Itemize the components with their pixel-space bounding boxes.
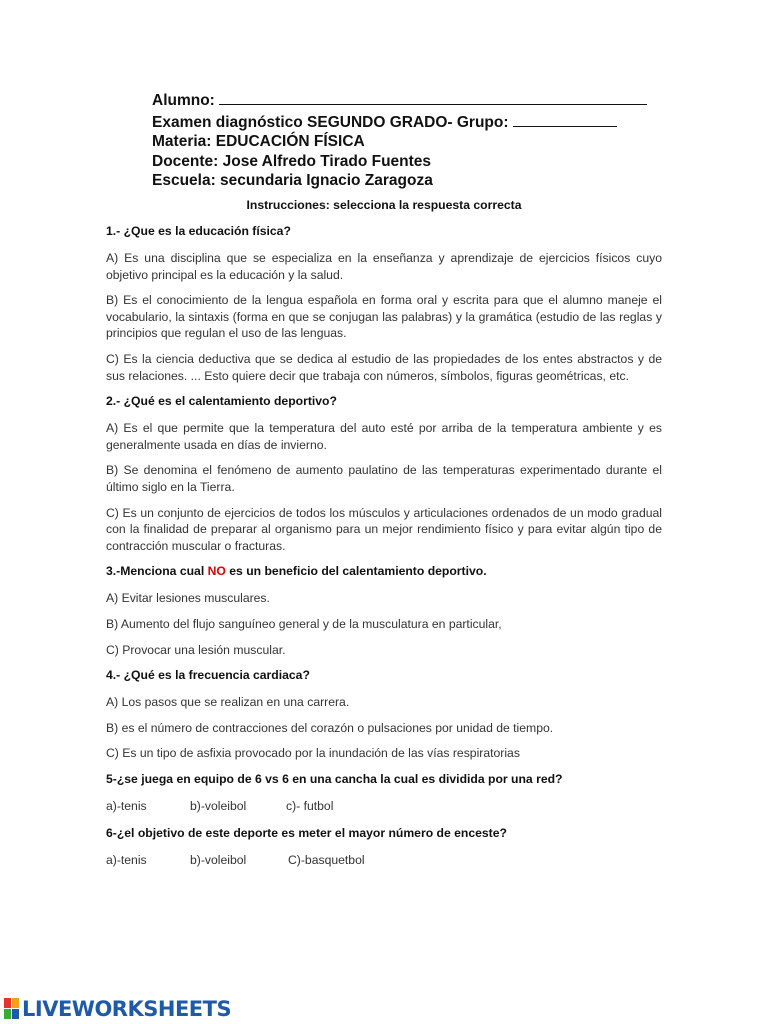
docente-line: Docente: Jose Alfredo Tirado Fuentes <box>152 152 432 170</box>
escuela-line: Escuela: secundaria Ignacio Zaragoza <box>152 172 433 190</box>
q5-option-a[interactable]: a)-tenis <box>106 798 147 813</box>
q1-option-a[interactable]: A) Es una disciplina que se especializa en la enseñanza y aprendizaje de ejercicios físicos cuyo objetivo principal es la educación y la salud. <box>106 251 662 282</box>
q6-option-c[interactable]: C)-basquetbol <box>288 852 365 867</box>
liveworksheets-logo-text: LIVEWORKSHEETS <box>22 997 232 1021</box>
question-3-no: NO <box>207 564 226 579</box>
q1-option-b[interactable]: B) Es el conocimiento de la lengua española en forma oral y escrita para que el alumno maneje el vocabulario, la sintaxis (forma en que se conjugan las palabras) y la gramática (estudio de las reglas y principios que regulan el uso de las lenguas. <box>106 293 662 341</box>
q4-option-c[interactable]: C) Es un tipo de asfixia provocado por la inundación de las vías respiratorias <box>106 746 520 761</box>
alumno-blank[interactable] <box>219 89 647 105</box>
q3-option-b[interactable]: B) Aumento del flujo sanguíneo general y de la musculatura en particular, <box>106 616 502 631</box>
q6-options <box>106 852 662 868</box>
q5-option-c[interactable]: c)- futbol <box>286 798 334 813</box>
alumno-line <box>152 89 647 111</box>
examen-line <box>152 111 647 133</box>
question-5: 5-¿se juega en equipo de 6 vs 6 en una cancha la cual es dividida por una red? <box>106 771 563 786</box>
q3-option-a[interactable]: A) Evitar lesiones musculares. <box>106 591 270 606</box>
instructions: Instrucciones: selecciona la respuesta correcta <box>246 198 522 212</box>
question-3 <box>106 563 662 579</box>
q4-option-b[interactable]: B) es el número de contracciones del corazón o pulsaciones por unidad de tiempo. <box>106 720 554 735</box>
grupo-blank[interactable] <box>513 111 617 127</box>
q4-option-a[interactable]: A) Los pasos que se realizan en una carrera. <box>106 695 350 710</box>
q1-option-c[interactable]: C) Es la ciencia deductiva que se dedica al estudio de las propiedades de los entes abstractos y de sus relaciones. ... Esto quiere decir que trabaja con números, símbolos, figuras geométricas, etc. <box>106 351 662 383</box>
liveworksheets-logo[interactable] <box>4 996 231 1022</box>
q6-option-b[interactable]: b)-voleibol <box>190 852 247 867</box>
q2-option-c[interactable]: C) Es un conjunto de ejercicios de todos los músculos y articulaciones ordenados de un modo gradual con la finalidad de preparar al organismo para un mejor rendimiento físico y para evitar algún tipo de contracción muscular o fracturas. <box>106 505 662 553</box>
question-3-post: es un beneficio del calentamiento deportivo. <box>225 564 487 579</box>
q6-option-a[interactable]: a)-tenis <box>106 852 147 867</box>
q5-options <box>106 798 662 814</box>
liveworksheets-logo-icon <box>4 998 20 1020</box>
q2-option-b[interactable]: B) Se denomina el fenómeno de aumento paulatino de las temperaturas experimentado durante el último siglo en la Tierra. <box>106 463 662 494</box>
alumno-label: Alumno: <box>152 92 215 109</box>
q3-option-c[interactable]: C) Provocar una lesión muscular. <box>106 642 286 657</box>
question-1: 1.- ¿Que es la educación física? <box>106 224 291 238</box>
student-info-header <box>152 89 647 191</box>
examen-label: Examen diagnóstico SEGUNDO GRADO- Grupo: <box>152 113 509 131</box>
exam-body <box>106 223 662 879</box>
question-2: 2.- ¿Qué es el calentamiento deportivo? <box>106 394 337 409</box>
question-4: 4.- ¿Qué es la frecuencia cardiaca? <box>106 668 310 683</box>
materia-line: Materia: EDUCACIÓN FÍSICA <box>152 133 365 151</box>
question-6: 6-¿el objetivo de este deporte es meter el mayor número de enceste? <box>106 825 507 840</box>
q2-option-a[interactable]: A) Es el que permite que la temperatura del auto esté por arriba de la temperatura ambiente y es generalmente usada en días de invierno. <box>106 421 662 452</box>
question-3-pre: 3.-Menciona cual <box>106 564 208 579</box>
q5-option-b[interactable]: b)-voleibol <box>190 798 247 813</box>
